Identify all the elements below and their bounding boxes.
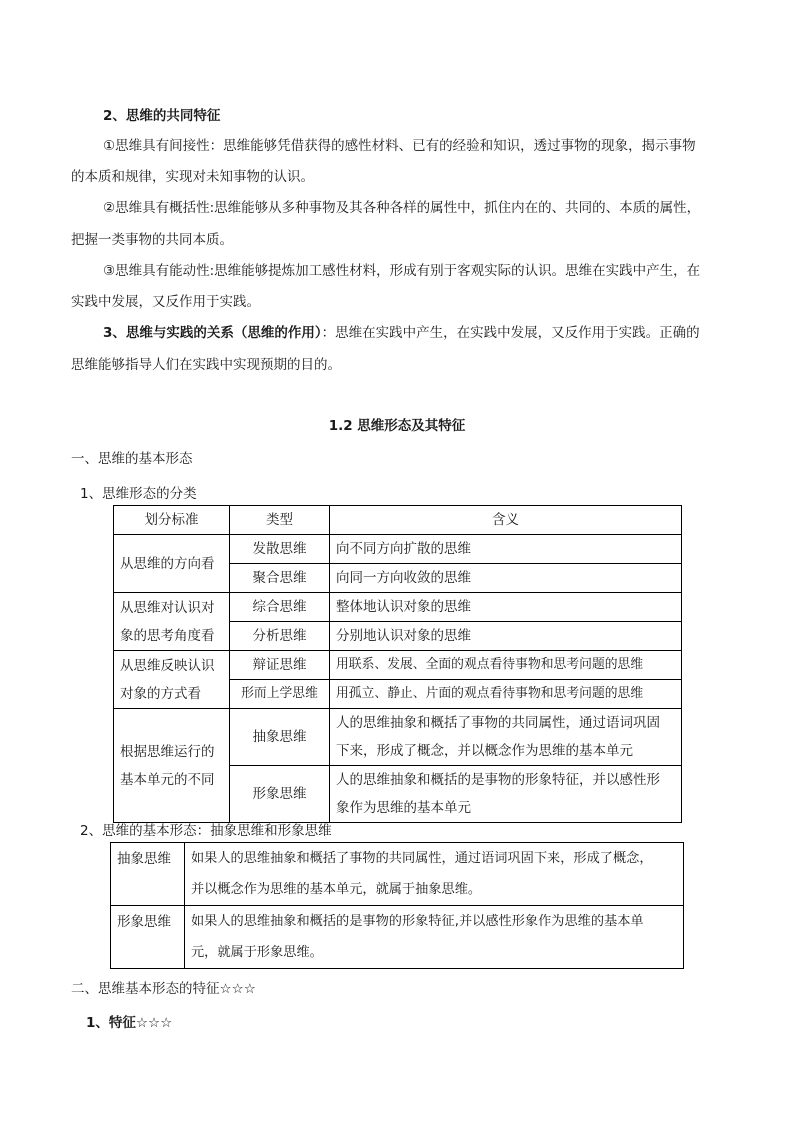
subheading-basic-forms: 2、思维的基本形态：抽象思维和形象思维 bbox=[80, 823, 332, 839]
header-criterion: 划分标准 bbox=[114, 506, 230, 535]
paragraph-practice-line1 bbox=[103, 321, 700, 341]
part-heading-features: 二、思维基本形态的特征☆☆☆ bbox=[71, 981, 256, 997]
type-cell: 形而上学思维 bbox=[230, 680, 330, 709]
table-row bbox=[114, 709, 682, 766]
paragraph-practice-line2: 思维能够指导人们在实践中实现预期的目的。 bbox=[71, 357, 341, 373]
paragraph-indirectness-line1: ①思维具有间接性：思维能够凭借获得的感性材料、已有的经验和知识，透过事物的现象，揭示事物 bbox=[103, 138, 696, 154]
table-row bbox=[114, 651, 682, 680]
table-row bbox=[114, 593, 682, 622]
header-type: 类型 bbox=[230, 506, 330, 535]
criterion-cell: 从思维对认识对 象的思考角度看 bbox=[114, 593, 230, 651]
table-row bbox=[114, 535, 682, 564]
subheading-classification: 1、思维形态的分类 bbox=[80, 486, 197, 502]
type-cell: 聚合思维 bbox=[230, 564, 330, 593]
meaning-cell: 用联系、发展、全面的观点看待事物和思考问题的思维 bbox=[330, 651, 682, 680]
criterion-cell: 从思维反映认识 对象的方式看 bbox=[114, 651, 230, 709]
header-meaning: 含义 bbox=[330, 506, 682, 535]
type-cell: 形象思维 bbox=[230, 766, 330, 823]
type-cell: 分析思维 bbox=[230, 622, 330, 651]
type-cell: 抽象思维 bbox=[230, 709, 330, 766]
table-row bbox=[111, 906, 684, 969]
paragraph-initiative-line1: ③思维具有能动性:思维能够提炼加工感性材料，形成有别于客观实际的认识。思维在实践中产生，在 bbox=[103, 263, 701, 279]
paragraph-generality-line1: ②思维具有概括性:思维能够从多种事物及其各种各样的属性中，抓住内在的、共同的、本质的属性， bbox=[103, 200, 701, 216]
classification-table bbox=[113, 505, 682, 823]
paragraph-initiative-line2: 实践中发展，又反作用于实践。 bbox=[71, 294, 260, 310]
paragraph-generality-line2: 把握一类事物的共同本质。 bbox=[71, 232, 233, 248]
part-heading-basic-forms: 一、思维的基本形态 bbox=[71, 451, 193, 467]
criterion-cell: 从思维的方向看 bbox=[114, 535, 230, 593]
forms-table bbox=[110, 842, 684, 969]
chapter-title: 1.2 思维形态及其特征 bbox=[328, 418, 466, 434]
type-cell: 辩证思维 bbox=[230, 651, 330, 680]
meaning-cell: 分别地认识对象的思维 bbox=[330, 622, 682, 651]
section-heading-practice: 3、思维与实践的关系（思维的作用） bbox=[103, 325, 322, 341]
form-name-cell: 形象思维 bbox=[111, 906, 185, 969]
form-description-cell: 如果人的思维抽象和概括的是事物的形象特征,并以感性形象作为思维的基本单 元，就属于形象思维。 bbox=[185, 906, 684, 969]
meaning-cell: 向同一方向收敛的思维 bbox=[330, 564, 682, 593]
section-heading-common-features: 2、思维的共同特征 bbox=[103, 108, 221, 124]
practice-text: ：思维在实践中产生，在实践中发展，又反作用于实践。正确的 bbox=[321, 325, 700, 341]
criterion-cell: 根据思维运行的 基本单元的不同 bbox=[114, 709, 230, 823]
meaning-cell: 人的思维抽象和概括的是事物的形象特征，并以感性形 象作为思维的基本单元 bbox=[330, 766, 682, 823]
table-header-row bbox=[114, 506, 682, 535]
form-name-cell: 抽象思维 bbox=[111, 843, 185, 906]
subheading-features: 1、特征☆☆☆ bbox=[86, 1015, 173, 1031]
type-cell: 发散思维 bbox=[230, 535, 330, 564]
paragraph-indirectness-line2: 的本质和规律，实现对未知事物的认识。 bbox=[71, 169, 314, 185]
meaning-cell: 整体地认识对象的思维 bbox=[330, 593, 682, 622]
meaning-cell: 向不同方向扩散的思维 bbox=[330, 535, 682, 564]
table-row bbox=[111, 843, 684, 906]
meaning-cell: 用孤立、静止、片面的观点看待事物和思考问题的思维 bbox=[330, 680, 682, 709]
type-cell: 综合思维 bbox=[230, 593, 330, 622]
meaning-cell: 人的思维抽象和概括了事物的共同属性，通过语词巩固 下来，形成了概念，并以概念作为思维的基本单元 bbox=[330, 709, 682, 766]
form-description-cell: 如果人的思维抽象和概括了事物的共同属性，通过语词巩固下来，形成了概念， 并以概念作为思维的基本单元，就属于抽象思维。 bbox=[185, 843, 684, 906]
